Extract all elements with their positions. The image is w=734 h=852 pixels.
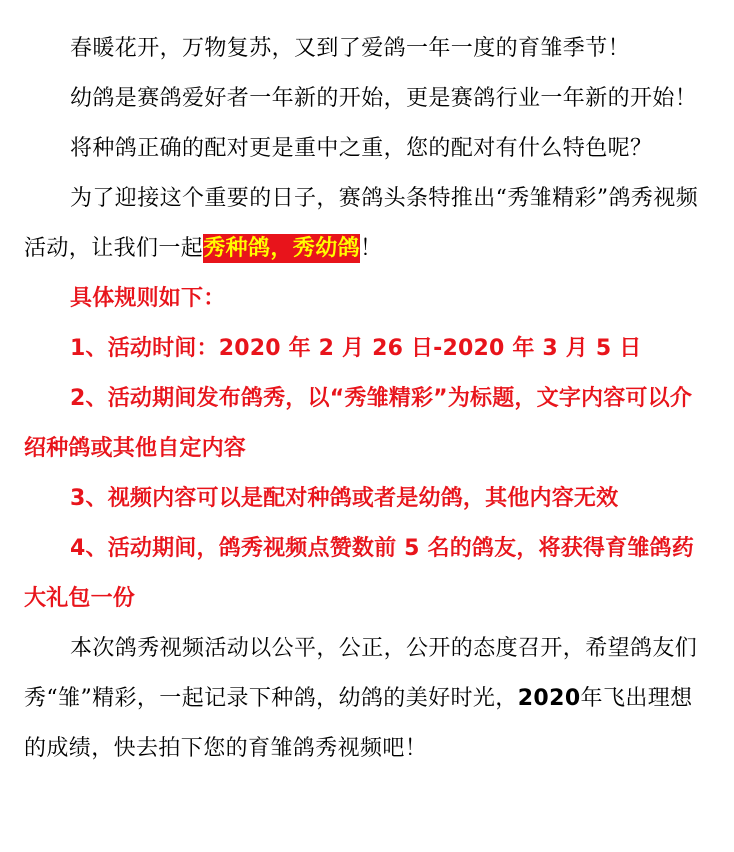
young-pigeon-paragraph: 幼鸽是赛鸽爱好者一年新的开始，更是赛鸽行业一年新的开始！ — [70, 86, 698, 111]
document-body — [0, 24, 734, 774]
closing-paragraph — [0, 624, 734, 774]
rule-1-event-time: 1、活动时间：2020 年 2 月 26 日-2020 年 3 月 5 日 — [70, 336, 642, 361]
rules-heading: 具体规则如下： — [70, 286, 226, 311]
rule-4-prize: 4、活动期间，鸽秀视频点赞数前 5 名的鸽友，将获得育雏鸽药大礼包一份 — [24, 536, 694, 611]
closing-year: 2020 — [517, 686, 581, 711]
event-announcement-paragraph — [0, 174, 734, 274]
closing-text: 本次鸽秀视频活动以公平，公正，公开的态度召开，希望鸽友们秀“雏”精彩，一起记录下种鸽，幼鸽的美好时光， — [24, 636, 698, 711]
rule-2-post-title: 2、活动期间发布鸽秀，以“秀雏精彩”为标题，文字内容可以介绍种鸽或其他自定内容 — [24, 386, 693, 461]
rule-3-video-content: 3、视频内容可以是配对种鸽或者是幼鸽，其他内容无效 — [70, 486, 619, 511]
intro-paragraph: 春暖花开，万物复苏，又到了爱鸽一年一度的育雏季节！ — [70, 36, 631, 61]
closing-end: 年飞出理想的成绩，快去拍下您的育雏鸽秀视频吧！ — [24, 686, 693, 761]
event-announcement-end: ！ — [360, 236, 383, 261]
event-announcement-text: 为了迎接这个重要的日子，赛鸽头条特推出“秀雏精彩”鸽秀视频活动，让我们一起 — [24, 186, 699, 261]
highlighted-slogan: 秀种鸽，秀幼鸽 — [203, 236, 361, 261]
pairing-paragraph: 将种鸽正确的配对更是重中之重，您的配对有什么特色呢？ — [70, 136, 653, 161]
